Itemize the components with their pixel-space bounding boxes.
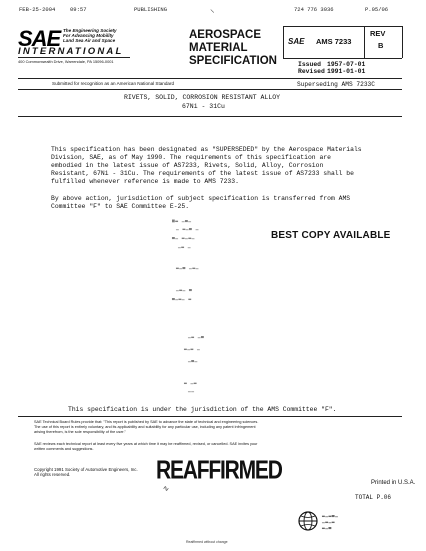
fax-phone: 724 776 3036 [294, 6, 334, 13]
sae-tagline-3: Land Sea Air and Space [63, 38, 116, 44]
sae-logo-tagline [63, 28, 117, 44]
rev-label: REV [370, 29, 386, 38]
disclaimer-line: SAE Technical Board Rules provide that: "This report is published by SAE to advance the state of technical and engineering sciences. [34, 420, 259, 424]
paragraph-line: fulfilled whenever reference is made to AMS 7233. [51, 178, 239, 186]
fax-date: FEB-25-2004 [19, 6, 56, 13]
sae-tagline-1: The Engineering Society [63, 28, 117, 33]
sae-logo-letters: SAE [18, 26, 61, 51]
subject-subtitle: 67Ni - 31Cu [182, 103, 225, 110]
sae-international-wordmark: INTERNATIONAL [18, 46, 124, 57]
best-copy-stamp: BEST COPY AVAILABLE [271, 230, 391, 241]
copyright-notice [34, 467, 138, 478]
jurisdiction-note: This specification is under the jurisdiction of the AMS Committee "F". [68, 406, 337, 413]
disclaimer-line: The use of this report is entirely voluntary, and its applicability and suitability for any particular use, including any patent infringement [34, 425, 256, 429]
paragraph-line: By above action, jurisdiction of subject specification is transferred from AMS [51, 195, 351, 202]
paragraph-line: embodied in the latest issue of AS7233, Rivets, Solid, Alloy, Corrosion [51, 162, 324, 170]
handwritten-initials-icon: ∿ [162, 484, 169, 493]
paragraph-line: Committee "F" to SAE Committee E-25. [51, 203, 190, 211]
revised-label: Revised [298, 68, 325, 75]
review-notice [34, 442, 257, 452]
document-type-title [189, 29, 277, 68]
copyright-line: Copyright 1991 Society of Automotive Engineers, Inc. [34, 467, 138, 472]
technical-board-disclaimer [34, 420, 258, 435]
title-line-2: MATERIAL [189, 42, 248, 54]
sae-tagline-2: For Advancing Mobility [63, 33, 114, 39]
submission-note: Submitted for recognition as an American National Standard [52, 81, 175, 86]
reaffirmed-stamp: REAFFIRMED [156, 456, 282, 485]
printed-in: Printed in U.S.A. [371, 480, 416, 486]
issued-date: 1957-07-01 [327, 61, 366, 68]
scan-mark-icon: ⸜ [210, 4, 215, 14]
spec-number: AMS 7233 [316, 37, 352, 46]
review-line: written comments and suggestions. [34, 447, 94, 451]
subject-title: RIVETS, SOLID, CORROSION RESISTANT ALLOY [124, 94, 281, 101]
paragraph-line: This specification has been designated as "SUPERSEDED" by the Aerospace Materials [51, 146, 362, 153]
fax-time: 09:57 [70, 6, 87, 13]
title-line-1: AEROSPACE [189, 29, 261, 41]
review-line: SAE reviews each technical report at least every five years at which time it may be reaffirmed, revised, or cancelled. SAE invites your [34, 442, 258, 446]
fax-page: P.05/06 [365, 6, 389, 13]
supersession-paragraph [51, 146, 362, 186]
paragraph-line: Resistant, 67Ni - 31Cu. The requirements of the latest issue of AS7233 shall be [51, 170, 354, 178]
bottom-note: Reaffirmed without change [186, 540, 228, 544]
paragraph-line: Division, SAE, as of May 1990. The requirements of this specification are [51, 154, 331, 162]
fax-department: PUBLISHING [134, 6, 168, 13]
issued-label: Issued [298, 61, 322, 68]
rev-value: B [378, 41, 384, 50]
fax-total-pages: TOTAL P.06 [355, 494, 392, 501]
superseding-note: Superseding AMS 7233C [297, 81, 375, 88]
sae-small-logo: SAE [288, 37, 305, 46]
revised-date: 1991-01-01 [327, 68, 366, 75]
jurisdiction-paragraph [51, 195, 350, 211]
sae-globe-logo [297, 510, 319, 537]
disclaimer-line: arising therefrom, is the sole responsibility of the user." [34, 430, 126, 434]
sae-address: 400 Commonwealth Drive, Warrendale, PA 15096-0001 [18, 59, 114, 64]
copyright-line: All rights reserved. [34, 472, 71, 478]
title-line-3: SPECIFICATION [189, 55, 277, 67]
